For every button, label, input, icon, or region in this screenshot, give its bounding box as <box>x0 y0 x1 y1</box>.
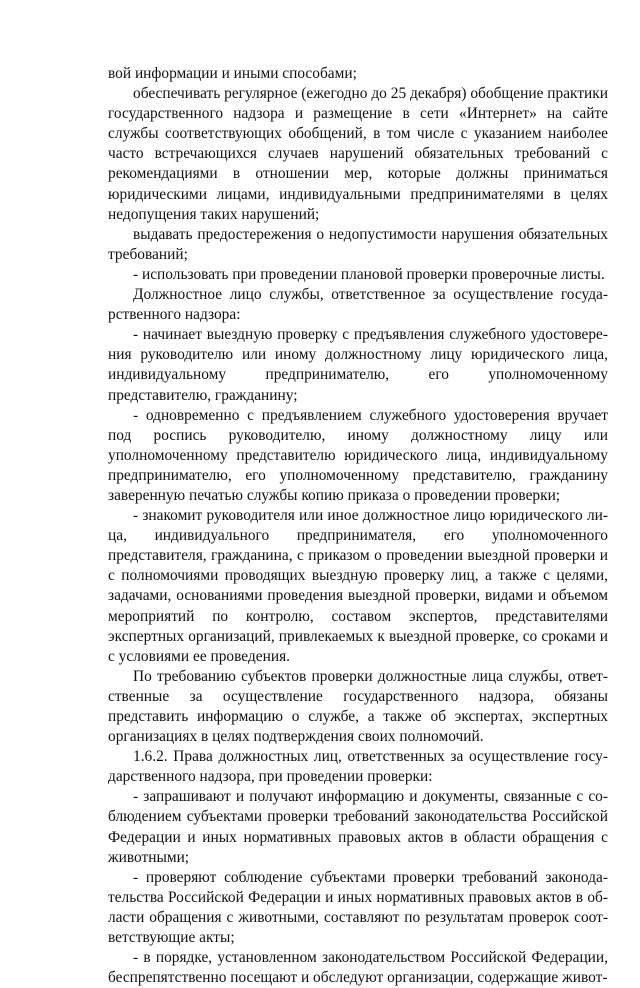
paragraph-hand-over-order: - одновременно с предъявлением служебного удостоверения вручает под роспись руководителю, иному должностному лицу или уполномоченному представителю юридического лица, индивидуальному предпринимателю, его уполномоченному представителю, гражданину заверенную печатью службы копию приказа о проведении проверки; <box>108 406 608 504</box>
paragraph-section-1-6-2: 1.6.2. Права должностных лиц, ответственных за осуществление государственного надзора, при проведении проверки: <box>108 748 608 786</box>
paragraph-continuation: вой информации и иными способами; <box>108 65 357 82</box>
paragraph-checklists: - использовать при проведении плановой проверки проверочные листы. <box>133 265 605 283</box>
paragraph-familiarize: - знакомит руководителя или иное должностное лицо юридического лица, индивидуального предпринимателя, его уполномоченного представителя, гражданина, с приказом о проведении выездной проверки и с полномочиями проводящих выездную проверку лиц, а также с целями, задачами, основаниями проведения выездной проверки, видами и объемом мероприятий по контролю, составом экспертов, представителями экспертных организаций, привлекаемых к выездной проверке, со сроками и с условиями ее проведения. <box>108 507 608 665</box>
paragraph-warnings: выдавать предостережения о недопустимости нарушения обязательных требований; <box>108 225 608 263</box>
paragraph-request-documents: - запрашивают и получают информацию и документы, связанные с соблюдением субъектами проверки требований законодательства Российской Федерации и иных нормативных правовых актов в области обращения с животными; <box>108 788 608 866</box>
paragraph-provide-information: По требованию субъектов проверки должностные лица службы, ответственные за осуществление государственного надзора, обязаны представить информацию о службе, а также об экспертах, экспертных организациях в целях подтверждения своих полномочий. <box>108 667 608 746</box>
paragraph-start-inspection: - начинает выездную проверку с предъявления служебного удостоверения руководителю или иному должностному лицу юридического лица, индивидуальному предпринимателю, его уполномоченному представителю, гражданину; <box>108 326 608 404</box>
paragraph-practice-summary: обеспечивать регулярное (ежегодно до 25 декабря) обобщение практики государственного надзора и размещение в сети «Интернет» на сайте службы соответствующих обобщений, в том числе с указанием наиболее часто встречающихся случаев нарушений обязательных требований с рекомендациями в отношении мер, которые должны приниматься юридическими лицами, индивидуальными предпринимателями в целях недопущения таких нарушений; <box>108 85 608 223</box>
document-body <box>108 64 608 988</box>
paragraph-visit-organizations: - в порядке, установленном законодательством Российской Федерации, беспрепятственно посещают и обследуют организации, содержащие живот- <box>108 949 608 987</box>
paragraph-check-compliance: - проверяют соблюдение субъектами проверки требований законодательства Российской Федерации и иных нормативных правовых актов в области обращения с животными, составляют по результатам проверок соответствующие акты; <box>108 868 608 947</box>
paragraph-official-duties-intro: Должностное лицо службы, ответственное за осуществление государственного надзора: <box>108 286 608 324</box>
